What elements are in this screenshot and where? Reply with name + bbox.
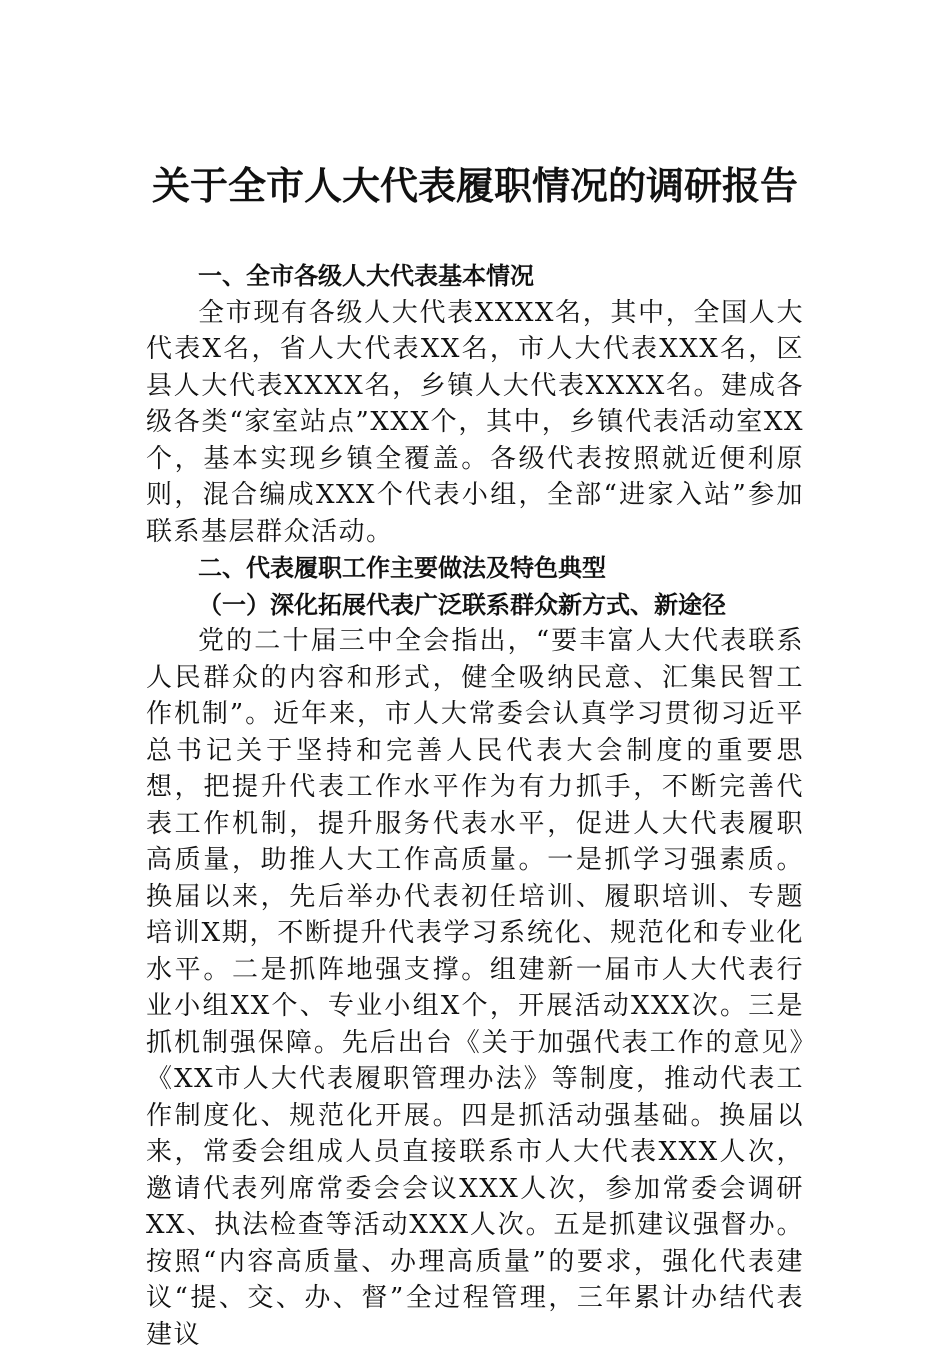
section-heading-2: 二、代表履职工作主要做法及特色典型 (198, 554, 606, 582)
paragraph-basic-info: 全市现有各级人大代表XXXX名，其中，全国人大代表X名，省人大代表XX名，市人大代表XXX名，区县人大代表XXXX名，乡镇人大代表XXXX名。建成各级各类“家室站点”XXX个，其中，乡镇代表活动室XX个，基本实现乡镇全覆盖。各级代表按照就近便利原则，混合编成XXX个代表小组，全部“进家入站”参加联系基层群众活动。 (146, 297, 804, 547)
subsection-heading-1: （一）深化拓展代表广泛联系群众新方式、新途径 (198, 589, 726, 619)
document-body (146, 258, 804, 1353)
document-title: 关于全市人大代表履职情况的调研报告 (151, 163, 798, 208)
section-heading-1: 一、全市各级人大代表基本情况 (198, 262, 534, 290)
paragraph-practices: 党的二十届三中全会指出，“要丰富人大代表联系人民群众的内容和形式，健全吸纳民意、汇集民智工作机制”。近年来，市人大常委会认真学习贯彻习近平总书记关于坚持和完善人民代表大会制度的重要思想，把提升代表工作水平作为有力抓手，不断完善代表工作机制，提升服务代表水平，促进人大代表履职高质量，助推人大工作高质量。一是抓学习强素质。换届以来，先后举办代表初任培训、履职培训、专题培训X期，不断提升代表学习系统化、规范化和专业化水平。二是抓阵地强支撑。组建新一届市人大代表行业小组XX个、专业小组X个，开展活动XXX次。三是抓机制强保障。先后出台《关于加强代表工作的意见》《XX市人大代表履职管理办法》等制度，推动代表工作制度化、规范化开展。四是抓活动强基础。换届以来，常委会组成人员直接联系市人大代表XXX人次，邀请代表列席常委会会议XXX人次，参加常委会调研XX、执法检查等活动XXX人次。五是抓建议强督办。按照“内容高质量、办理高质量”的要求，强化代表建议“提、交、办、督”全过程管理，三年累计办结代表建议 (146, 626, 804, 1350)
